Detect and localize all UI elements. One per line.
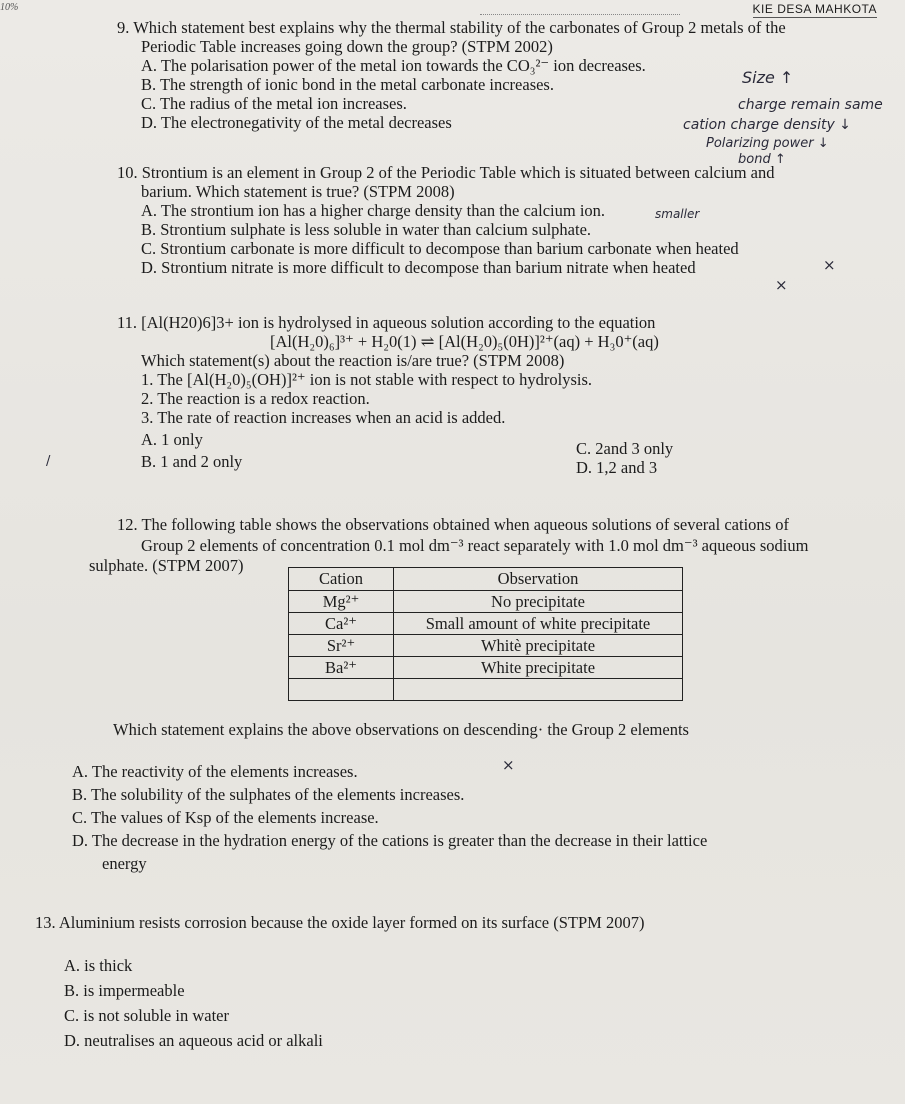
cross-mark-icon: × [775,276,788,294]
q9-stem-line2: Periodic Table increases going down the group? (STPM 2002) [141,37,553,56]
question-12 [89,515,887,575]
table-header-row [289,568,683,591]
table-row [289,679,683,701]
q13-option-c: C. is not soluble in water [64,1006,229,1025]
table-cell-observation: Whitè precipitate [394,635,683,657]
corner-mark: 10% [0,2,19,13]
question-12-part2 [113,720,893,739]
q11-option-c: C. 2and 3 only [576,439,674,458]
q12-option-c: C. The values of Ksp of the elements increase. [72,808,379,827]
q9-option-c: C. The radius of the metal ion increases. [141,94,407,113]
table-header-cation: Cation [289,568,394,591]
q11-option-b: B. 1 and 2 only [141,452,243,471]
stray-pen-mark-icon: / [46,454,51,469]
q11-options-row2 [117,452,887,477]
handwritten-note-smaller: smaller [655,207,700,221]
q9-option-d: D. The electronegativity of the metal decreases [141,113,452,132]
q9-option-b: B. The strength of ionic bond in the metal carbonate increases. [141,75,554,94]
handwritten-note-size: Size ↑ [742,68,794,87]
q11-statement-3: 3. The rate of reaction increases when an acid is added. [141,408,506,427]
question-11 [117,313,887,477]
q11-statement-2: 2. The reaction is a redox reaction. [141,389,370,408]
handwritten-note-charge-density: cation charge density ↓ [683,117,851,133]
table-cell-cation: Sr²⁺ [289,635,394,657]
q12-option-a: A. The reactivity of the elements increases. [72,762,358,781]
cross-mark-icon: × [823,256,836,274]
q12-question: Which statement explains the above observations on descending· the Group 2 elements [113,720,689,739]
observation-table [288,567,683,701]
q13-option-d: D. neutralises an aqueous acid or alkali [64,1031,323,1050]
table-row [289,657,683,679]
q9-stem-line1: 9. Which statement best explains why the thermal stability of the carbonates of Group 2 metals of the [117,18,786,37]
question-13 [35,913,895,932]
q11-stem: 11. [Al(H20)6]3+ ion is hydrolysed in aqueous solution according to the equation [117,313,656,332]
q13-option-b: B. is impermeable [64,981,185,1000]
q11-statement-1: 1. The [Al(H₂0)₅(OH)]²⁺ ion is not stable with respect to hydrolysis. [141,370,593,389]
q10-option-c: C. Strontium carbonate is more difficult to decompose than barium carbonate when heated [141,239,739,258]
table-cell-cation: Ca²⁺ [289,613,394,635]
q12-stem-line3: sulphate. (STPM 2007) [89,556,244,575]
table-cell-cation: Ba²⁺ [289,657,394,679]
table-row [289,591,683,613]
q12-option-d-line1: D. The decrease in the hydration energy of the cations is greater than the decrease in their lattice [72,831,708,850]
handwritten-note-bond: bond ↑ [738,152,786,167]
table-cell-cation [289,679,394,701]
q10-stem-line2: barium. Which statement is true? (STPM 2008) [141,182,455,201]
table-header-observation: Observation [394,568,683,591]
table-cell-cation: Mg²⁺ [289,591,394,613]
table-cell-observation: White precipitate [394,657,683,679]
table-row [289,613,683,635]
header-dotted-line [480,14,680,15]
question-10 [117,163,887,277]
q11-option-a: A. 1 only [141,430,203,449]
handwritten-note-charge: charge remain same [738,97,883,113]
table-cell-observation: Small amount of white precipitate [394,613,683,635]
q12-stem-line2: Group 2 elements of concentration 0.1 mol dm⁻³ react separately with 1.0 mol dm⁻³ aqueous sodium [141,536,809,555]
q10-option-b: B. Strontium sulphate is less soluble in water than calcium sulphate. [141,220,592,239]
school-header: KIE DESA MAHKOTA [752,2,877,16]
handwritten-note-polarizing: Polarizing power ↓ [706,136,829,151]
q11-option-d: D. 1,2 and 3 [576,458,658,477]
q13-option-a: A. is thick [64,956,133,975]
q10-option-d: D. Strontium nitrate is more difficult to decompose than barium nitrate when heated [141,258,696,277]
q9-option-a: A. The polarisation power of the metal ion towards the CO₃²⁻ ion decreases. [141,56,646,75]
table-cell-observation: No precipitate [394,591,683,613]
q11-equation: [Al(H₂0)₆]³⁺ + H₂0(1) ⇌ [Al(H₂0)₅(0H)]²⁺(aq) + H₃0⁺(aq) [270,332,659,351]
table-row [289,635,683,657]
q12-option-b: B. The solubility of the sulphates of the elements increases. [72,785,465,804]
q11-stem2: Which statement(s) about the reaction is/are true? (STPM 2008) [141,351,565,370]
cross-mark-icon: × [502,756,515,774]
table-cell-observation [394,679,683,701]
q12-option-d-line2: energy [102,854,147,873]
q10-stem-line1: 10. Strontium is an element in Group 2 of the Periodic Table which is situated between calcium and [117,163,775,182]
q12-stem-line1: 12. The following table shows the observations obtained when aqueous solutions of several cations of [117,515,789,534]
q12-options [72,760,892,875]
q13-stem: 13. Aluminium resists corrosion because the oxide layer formed on its surface (STPM 2007) [35,913,645,932]
q10-option-a: A. The strontium ion has a higher charge density than the calcium ion. [141,201,606,220]
q13-options [64,953,884,1053]
